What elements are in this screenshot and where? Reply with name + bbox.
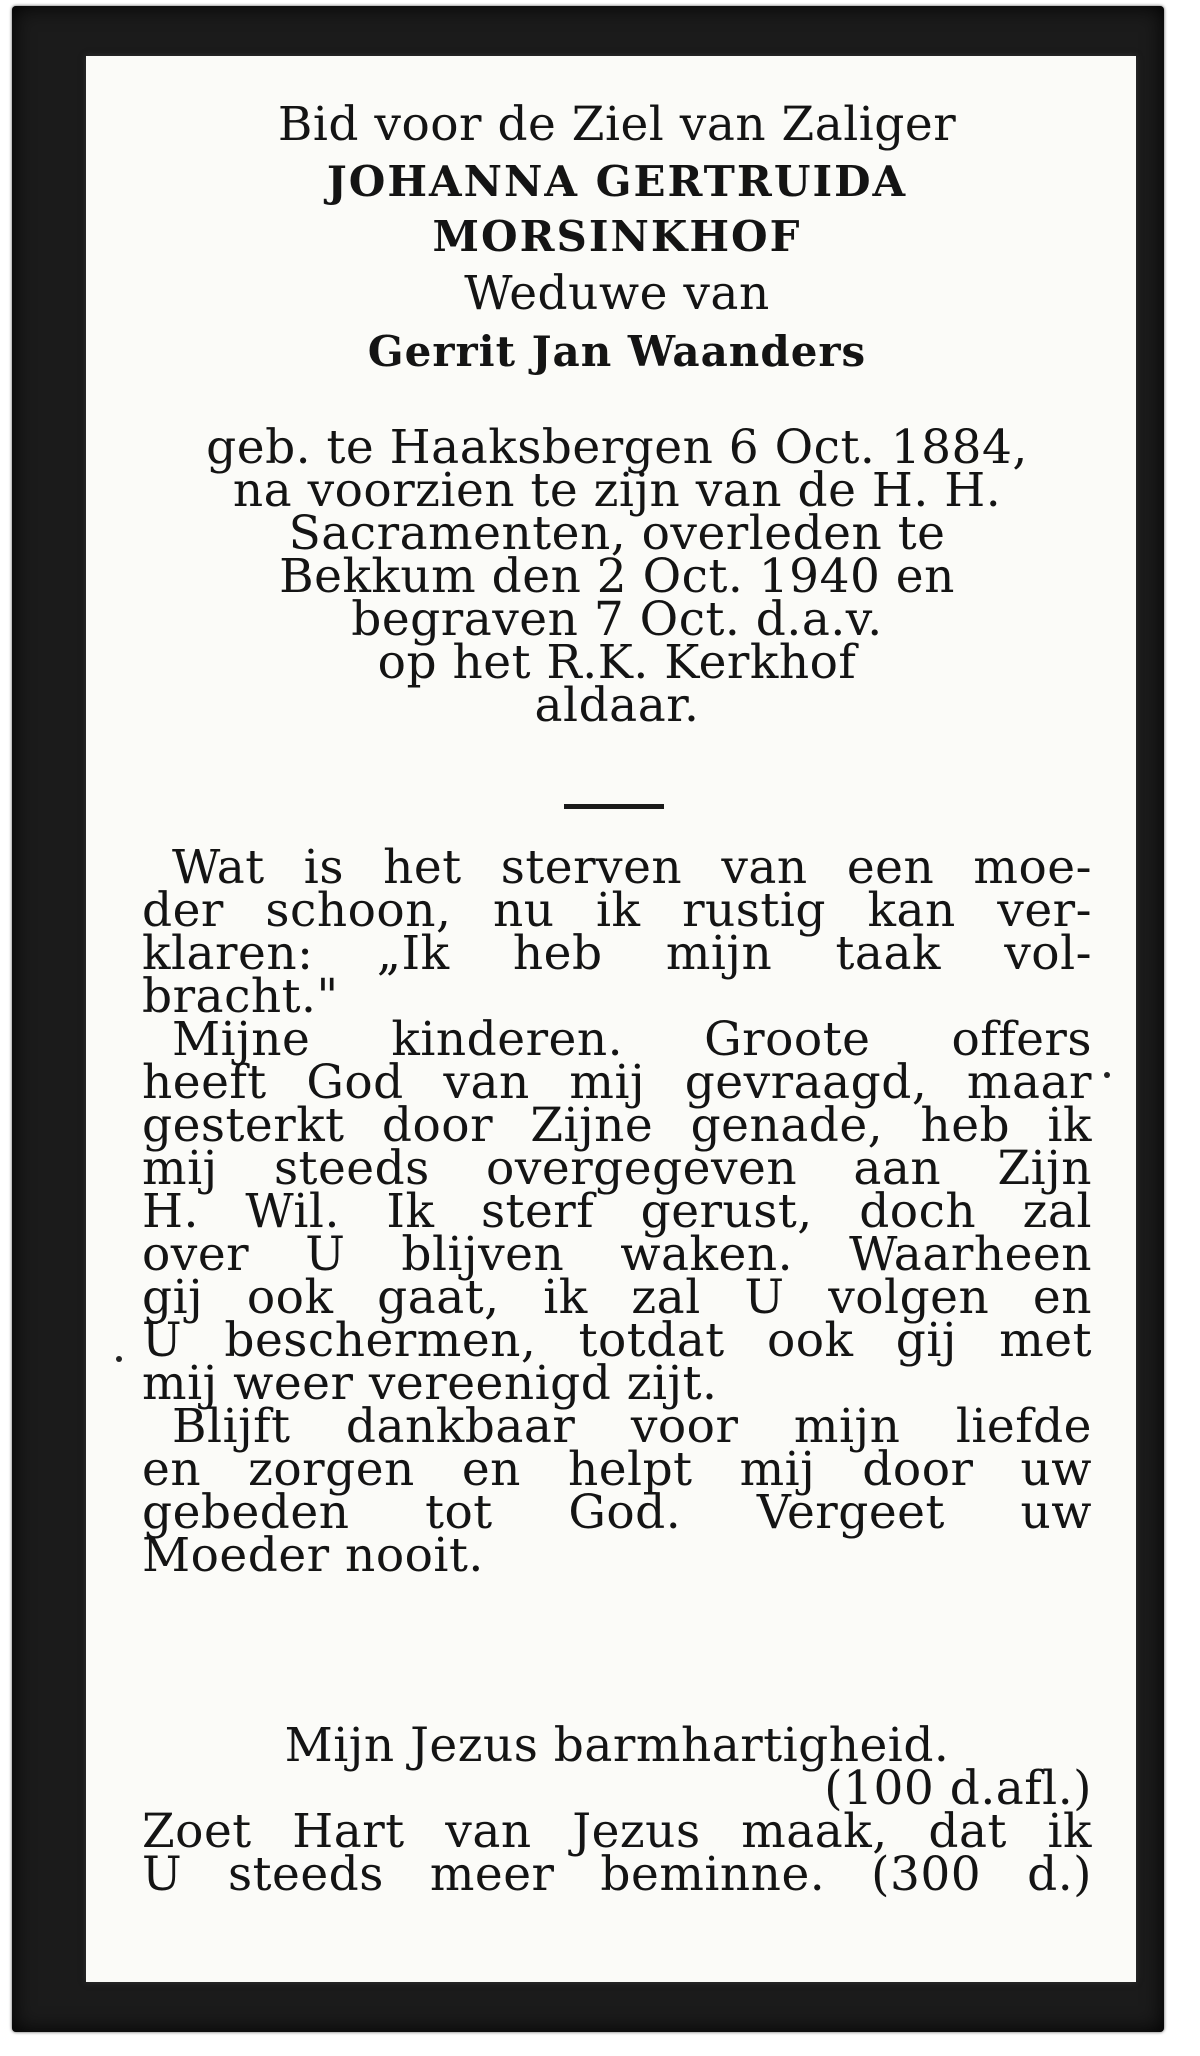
bio-line-1: geb. te Haaksbergen 6 Oct. 1884, — [206, 420, 1028, 475]
bio-line-3: Sacramenten, overleden te — [288, 506, 946, 561]
message-line-6: heeft God van mij gevraagd, maar — [142, 1055, 1092, 1110]
message-section — [142, 840, 1092, 1583]
message-line-13: mij weer vereenigd zijt. — [142, 1356, 718, 1411]
bio-line-7: aldaar. — [534, 678, 700, 733]
bio-line-5: begraven 7 Oct. d.a.v. — [351, 592, 883, 647]
husband-name: Gerrit Jan Waanders — [367, 327, 867, 376]
bio-section — [142, 420, 1092, 733]
bio-line-4: Bekkum den 2 Oct. 1940 en — [279, 549, 955, 604]
message-line-4: bracht." — [142, 969, 339, 1024]
deceased-name-line2: MORSINKHOF — [432, 212, 802, 261]
message-line-11: gij ook gaat, ik zal U volgen en — [142, 1270, 1092, 1325]
prayer-line-2: Zoet Hart van Jezus maak, dat ik — [142, 1804, 1092, 1859]
message-line-17: Moeder nooit. — [142, 1528, 484, 1583]
deceased-name-line1: JOHANNA GERTRUIDA — [326, 157, 908, 206]
print-speck — [116, 1356, 122, 1362]
prayer-line-3: U steeds meer beminne. (300 d.) — [142, 1847, 1092, 1902]
message-line-8: mij steeds overgegeven aan Zijn — [142, 1141, 1092, 1196]
message-line-10: over U blijven waken. Waarheen — [142, 1227, 1092, 1282]
prayer-section — [142, 1718, 1092, 1902]
message-line-9: H. Wil. Ik sterf gerust, doch zal — [142, 1184, 1092, 1239]
print-speck — [1104, 1072, 1110, 1078]
message-line-15: en zorgen en helpt mij door uw — [142, 1442, 1092, 1497]
message-line-1: Wat is het sterven van een moe- — [172, 840, 1092, 895]
bio-line-6: op het R.K. Kerkhof — [377, 635, 857, 690]
message-line-3: klaren: „Ik heb mijn taak vol- — [142, 926, 1092, 981]
message-line-14: Blijft dankbaar voor mijn liefde — [172, 1399, 1092, 1454]
intro-line: Bid voor de Ziel van Zaliger — [277, 97, 957, 152]
message-line-7: gesterkt door Zijne genade, heb ik — [142, 1098, 1092, 1153]
message-line-12: U beschermen, totdat ook gij met — [142, 1313, 1092, 1368]
section-divider — [564, 804, 664, 809]
message-line-2: der schoon, nu ik rustig kan ver- — [142, 883, 1092, 938]
message-line-16: gebeden tot God. Vergeet uw — [142, 1485, 1092, 1540]
prayer-line-1: Mijn Jezus barmhartigheid. — [284, 1718, 950, 1773]
indulgence-line-1: (100 d.afl.) — [824, 1761, 1092, 1816]
card-header — [142, 96, 1092, 379]
widow-of-line: Weduwe van — [464, 266, 770, 321]
mourning-card — [86, 56, 1136, 1982]
bio-line-2: na voorzien te zijn van de H. H. — [232, 463, 1002, 518]
message-line-5: Mijne kinderen. Groote offers — [172, 1012, 1092, 1067]
